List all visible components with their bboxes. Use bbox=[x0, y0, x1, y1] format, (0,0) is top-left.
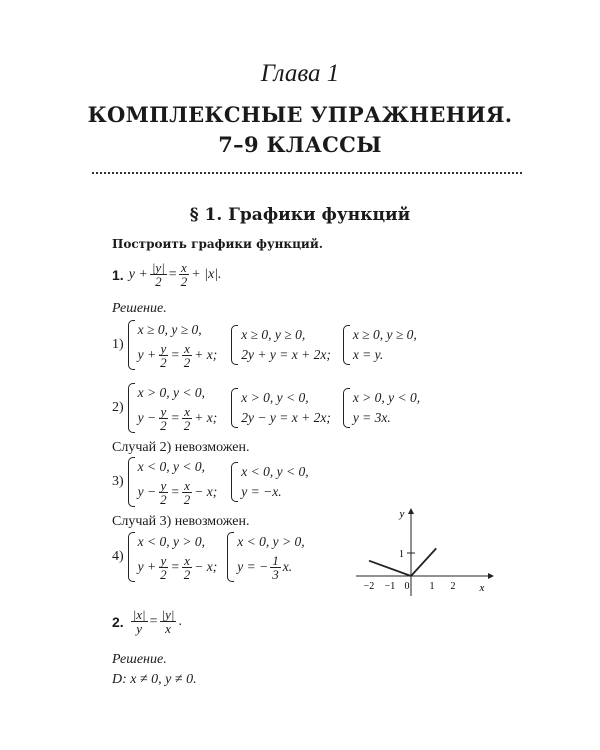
problem1-frac-y: $\frac{|y|}{2}$ bbox=[151, 260, 165, 289]
case4-system2: x < 0, y > 0, y = − $\frac{1}{3}$ x. bbox=[227, 532, 304, 582]
function-graph bbox=[330, 500, 500, 600]
case4-label: 4) bbox=[112, 549, 124, 564]
y-axis-arrow bbox=[408, 508, 414, 514]
case2-label: 2) bbox=[112, 400, 124, 415]
chapter-title-line1: КОМПЛЕКСНЫЕ УПРАЖНЕНИЯ. bbox=[87, 102, 513, 127]
y-tick-label: 1 bbox=[399, 549, 404, 560]
case1-system3: x ≥ 0, y ≥ 0, x = y. bbox=[343, 325, 417, 365]
problem1-number: 1. bbox=[112, 266, 124, 283]
case3-label: 3) bbox=[112, 474, 124, 489]
x-tick-label: 0 bbox=[404, 581, 410, 592]
problem2-eq: = bbox=[149, 613, 158, 629]
x-tick-labels bbox=[364, 581, 456, 592]
problem1-eq-c: + |x|. bbox=[191, 266, 222, 282]
problem1-frac-x: $\frac{x}{2}$ bbox=[180, 260, 188, 289]
problem2-solution-label: Решение. bbox=[112, 652, 167, 667]
x-axis-arrow bbox=[488, 573, 494, 579]
case2-system1: x > 0, y < 0, y − $\frac{y}{2}$ = $\frac{x}{2}$ + x; bbox=[128, 383, 218, 433]
problem2-statement bbox=[112, 608, 182, 635]
x-tick-label: −1 bbox=[384, 581, 396, 592]
case2-system3: x > 0, y < 0, y = 3x. bbox=[343, 388, 420, 428]
x-axis-label: x bbox=[479, 582, 485, 594]
problem2-end: . bbox=[178, 613, 182, 629]
problem1-eq-b: = bbox=[168, 266, 177, 282]
case4 bbox=[112, 532, 305, 582]
case2-system2: x > 0, y < 0, 2y − y = x + 2x; bbox=[231, 388, 331, 428]
case4-system1: x < 0, y > 0, y + $\frac{y}{2}$ = $\frac{x}{2}$ − x; bbox=[128, 532, 218, 582]
case2-note: Случай 2) невозможен. bbox=[112, 440, 250, 455]
case3-system2: x < 0, y < 0, y = −x. bbox=[231, 462, 308, 502]
case3-note: Случай 3) невозможен. bbox=[112, 514, 250, 529]
case1-label: 1) bbox=[112, 337, 124, 352]
chapter-title-line2: 7–9 КЛАССЫ bbox=[218, 132, 382, 157]
case1-system1: x ≥ 0, y ≥ 0, y + $\frac{y}{2}$ = $\frac{x}{2}$ + x; bbox=[128, 320, 218, 370]
case1 bbox=[112, 320, 417, 370]
case3 bbox=[112, 457, 309, 507]
problem1-solution-label: Решение. bbox=[112, 301, 167, 316]
dotted-divider bbox=[92, 172, 522, 174]
x-tick-label: −2 bbox=[363, 581, 375, 592]
case3-system1: x < 0, y < 0, y − $\frac{y}{2}$ = $\frac{x}{2}$ − x; bbox=[128, 457, 218, 507]
problem2-number: 2. bbox=[112, 613, 124, 630]
intro-text: Построить графики функций. bbox=[112, 237, 323, 251]
y-axis-label: y bbox=[399, 508, 405, 520]
chapter-title bbox=[0, 100, 600, 160]
case1-system2: x ≥ 0, y ≥ 0, 2y + y = x + 2x; bbox=[231, 325, 331, 365]
problem1-statement bbox=[112, 261, 222, 288]
section-heading: § 1. Графики функций bbox=[189, 205, 411, 225]
problem2-domain: D: x ≠ 0, y ≠ 0. bbox=[112, 672, 197, 687]
problem1-eq-a: y + bbox=[128, 266, 148, 282]
case2 bbox=[112, 383, 420, 433]
graph-line-1 bbox=[369, 561, 411, 576]
x-tick-label: 2 bbox=[450, 581, 456, 592]
problem2-frac-left: $\frac{|x|}{y}$ bbox=[132, 607, 146, 636]
problem2-frac-right: $\frac{|y|}{x}$ bbox=[161, 607, 175, 636]
chapter-heading: Глава 1 bbox=[260, 60, 340, 87]
x-tick-label: 1 bbox=[429, 581, 435, 592]
